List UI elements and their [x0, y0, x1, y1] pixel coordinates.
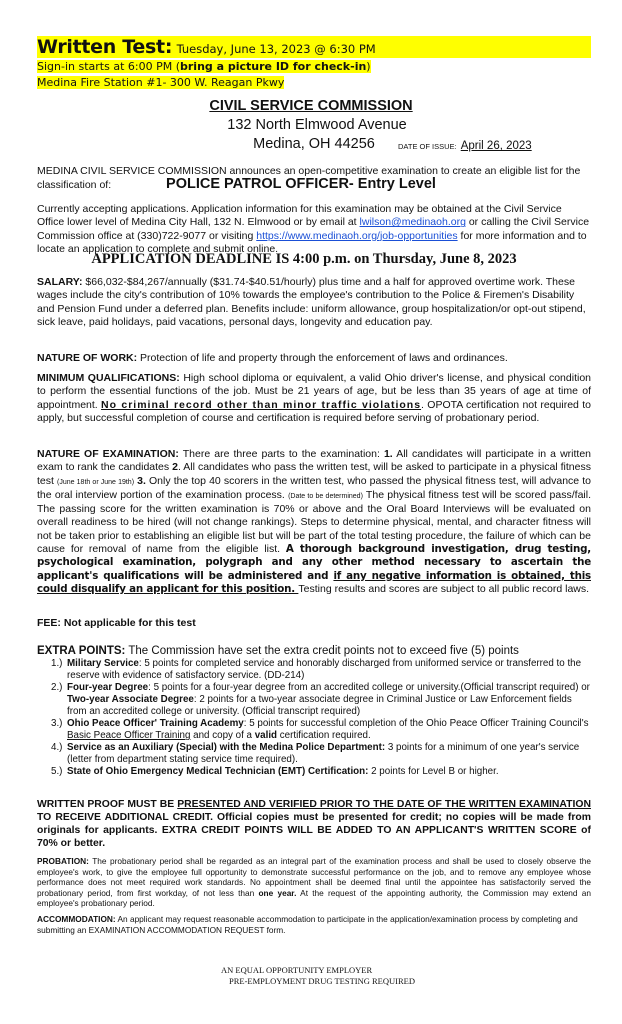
application-text-2: or calling the Civil Service Commission office at (330)722-9077 or visiting [37, 216, 590, 242]
item-number: 1.) [51, 658, 63, 670]
signin-prefix: Sign-in starts at 6:00 PM ( [37, 60, 180, 73]
proof-underlined: PRESENTED AND VERIFIED PRIOR TO THE DATE OF THE WRITTEN EXAMINATION [177, 799, 591, 810]
item-text: : 5 points for a four-year degree from an accredited college or university.(Official transcript required) or [148, 682, 590, 694]
written-test-header [37, 36, 601, 90]
exam-step-2: 2 [172, 461, 178, 474]
item-title: Service as an Auxiliary (Special) with the Medina Police Department: [67, 742, 386, 754]
item-text-alt: : 2 points for a two-year associate degree in Criminal Justice or Law Enforcement fields from an accredited college or university. (Official transcript required) [67, 694, 572, 718]
exam-text-6: Testing results and scores are subject to all public record laws. [298, 582, 590, 595]
accommodation-text: An applicant may request reasonable accommodation to participate in the application/examination process by completing and submitting an EXAMINATION ACCOMMODATION REQUEST form. [37, 914, 578, 935]
item-title: Ohio Peace Officer' Training Academy [67, 718, 244, 730]
exam-step-1: 1. [383, 448, 393, 460]
written-proof-paragraph [37, 798, 591, 850]
commission-title [0, 98, 622, 114]
min-qual-text-1: High school diploma or equivalent, a valid Ohio driver's license, and physical condition to perform the essential functions of the job. Must be 21 years of age, but be less than 35 years of age at time of appointment. [37, 372, 591, 411]
extra-points-item [37, 682, 591, 718]
exam-text-2: All candidates will participate in a written exam to rank the candidates [37, 448, 591, 474]
exam-text-1: There are three parts to the examination: [178, 448, 384, 460]
intro-paragraph [37, 165, 591, 193]
exam-text-4: Only the top 40 scorers in the written test, who passed the physical fitness test, will advance to the oral interview portion of the examination process. [37, 474, 591, 501]
salary-paragraph [37, 276, 591, 329]
item-number: 4.) [51, 742, 63, 754]
item-title: Four-year Degree [67, 682, 149, 694]
item-bold-b: valid [254, 730, 278, 742]
exam-step-3: 3. [134, 474, 146, 487]
item-text: 3 points for a minimum of one year's service (letter from department stating service time required). [67, 742, 580, 766]
footer [0, 965, 622, 987]
exam-label: NATURE OF EXAMINATION: [37, 448, 179, 460]
background-check-note: A thorough background investigation, drug testing, psychological examination, polygraph and any other method necessary to ascertain the applicant's qualifications will be administered and [37, 543, 592, 582]
item-text: : 5 points for completed service and honorably discharged from uniformed service or transferred to the reserve with evidence of satisfactory service. (DD-214) [67, 658, 582, 682]
salary-text: $66,032-$84,267/annually ($31.74-$40.51/hourly) plus time and a half for approved overtime work. These wages include the city's contribution of 10% towards the employee's contribution to the Police & Firemen's Disability and Pension Fund under a deferred plan. Benefits include: uniform allowance, group hospitalization/or opt-out stipend, sick leave, paid holidays, paid vacations, personal days, longevity and education pay. [37, 276, 586, 328]
accommodation-label: ACCOMMODATION: [37, 914, 116, 924]
commission-address-line2: Medina, OH 44256 [253, 136, 375, 152]
item-text-c: certification required. [277, 730, 371, 742]
signin-line [37, 60, 371, 73]
classification-title: POLICE PATROL OFFICER- Entry Level [166, 176, 436, 193]
item-number: 2.) [51, 682, 63, 694]
nature-of-work-label: NATURE OF WORK: [37, 352, 138, 364]
no-criminal-record-note: No criminal record other than minor traffic violations [101, 398, 422, 411]
date-of-issue-value: April 26, 2023 [460, 140, 532, 152]
proof-text-1: WRITTEN PROOF MUST BE [37, 799, 178, 810]
item-text-b: and copy of a [190, 730, 255, 742]
extra-points-heading [37, 645, 591, 658]
commission-title-text: CIVIL SERVICE COMMISSION [209, 98, 413, 114]
fee-line: FEE: Not applicable for this test [37, 617, 196, 629]
application-deadline: APPLICATION DEADLINE IS 4:00 p.m. on Thursday, June 8, 2023 [91, 251, 517, 267]
extra-points-text: The Commission have set the extra credit points not to exceed five (5) points [125, 645, 519, 657]
item-text: 2 points for Level B or higher. [368, 766, 499, 778]
footer-drug-testing: PRE-EMPLOYMENT DRUG TESTING REQUIRED [229, 976, 415, 986]
date-tbd-note: (Date to be determined) [288, 492, 363, 500]
probation-one-year: one year. [258, 887, 297, 898]
intro-text: MEDINA CIVIL SERVICE COMMISSION announces an open-competitive examination to create an eligible list for the classification of: [37, 165, 581, 192]
extra-points-item [37, 742, 591, 766]
signin-bold: bring a picture ID for check-in [180, 60, 367, 73]
probation-text-2: At the request of the appointing authority, the Commission may extend an employee's probationary period. [37, 887, 592, 908]
extra-points-list [37, 658, 591, 778]
accommodation-paragraph [37, 914, 591, 935]
minimum-qualifications-paragraph [37, 372, 591, 425]
date-of-issue [398, 140, 532, 152]
location-line: Medina Fire Station #1- 300 W. Reagan Pkwy [37, 76, 285, 89]
application-text-1: Currently accepting applications. Application information for this examination may be obtained at the Civil Service Office lower level of Medina City Hall, 132 N. Elmwood or by email at [37, 203, 562, 229]
min-qual-text-2: . OPOTA certification not required to apply, but successful completion of course and certification is required before serving of probationary period. [37, 398, 591, 424]
item-number: 3.) [51, 718, 63, 730]
extra-points-item [37, 658, 591, 682]
item-title: State of Ohio Emergency Medical Technician (EMT) Certification: [67, 766, 369, 778]
item-number: 5.) [51, 766, 63, 778]
probation-paragraph [37, 856, 591, 909]
application-info-paragraph [37, 203, 591, 256]
item-title: Military Service [67, 658, 139, 670]
extra-points-item [37, 766, 591, 778]
date-of-issue-label: DATE OF ISSUE: [398, 142, 457, 151]
commission-address-line1: 132 North Elmwood Avenue [227, 117, 407, 133]
disqualify-warning: if any negative information is obtained, this could disqualify an applicant for this position. [37, 569, 591, 595]
salary-label: SALARY: [37, 276, 83, 288]
min-qual-label: MINIMUM QUALIFICATIONS: [37, 372, 180, 384]
probation-text-1: The probationary period shall be regarded as an integral part of the examination process and shall be used to closely observe the employee's work, to give the employee full opportunity to demonstrate successful performance on the job, and to remove any employee whose performance does not meet required work standards. No appointment shall be deemed final until the appointee has satisfactorily served the probationary period, from first workday, of not less than [37, 856, 591, 898]
item-text: : 5 points for successful completion of the Ohio Peace Officer Training Council's [243, 718, 589, 730]
extra-points-item [37, 718, 591, 742]
signin-suffix: ) [366, 60, 371, 73]
proof-text-2: TO RECEIVE ADDITIONAL CREDIT. Official copies must be presented for credit; no copies will be made from originals for applicants. EXTRA CREDIT POINTS WILL BE ADDED TO AN APPLICANT'S WRITTEN SCORE of 70% or better. [37, 812, 591, 849]
nature-of-work-text: Protection of life and property through the enforcement of laws and ordinances. [137, 352, 508, 364]
nature-of-examination-paragraph [37, 448, 591, 596]
fitness-test-dates: (June 18th or June 19th) [57, 478, 135, 486]
nature-of-work-paragraph [37, 352, 591, 365]
application-text-3: for more information and to locate an application to complete and submit online. [37, 229, 587, 255]
footer-eoe: AN EQUAL OPPORTUNITY EMPLOYER [221, 965, 373, 975]
probation-label: PROBATION: [37, 856, 89, 866]
exam-text-5: The physical fitness test will be scored pass/fail. The passing score for the written examination is 70% or above and the Oral Board Interviews will be evaluated on overall readiness to be hired (will not change rankings). Steps to determine physical, mental, and character fitness will not be taken prior to establishing an eligible list but will be part of the total testing procedure, the failure of which can be cause for removal of name from the eligible list. [37, 488, 591, 556]
item-underlined: Basic Peace Officer Training [67, 730, 191, 742]
written-test-date: Tuesday, June 13, 2023 @ 6:30 PM [176, 42, 376, 56]
extra-points-label: EXTRA POINTS: [37, 645, 126, 657]
job-opportunities-link[interactable]: https://www.medinaoh.org/job-opportunities [256, 229, 458, 242]
exam-text-3: . All candidates who pass the written test, will be asked to participate in a physical fitness test [37, 461, 591, 487]
item-title-alt: Two-year Associate Degree [67, 694, 194, 706]
written-test-label: Written Test: [37, 36, 173, 58]
email-link[interactable]: lwilson@medinaoh.org [359, 216, 466, 229]
extra-points-section [37, 645, 591, 778]
written-test-line [37, 36, 591, 58]
